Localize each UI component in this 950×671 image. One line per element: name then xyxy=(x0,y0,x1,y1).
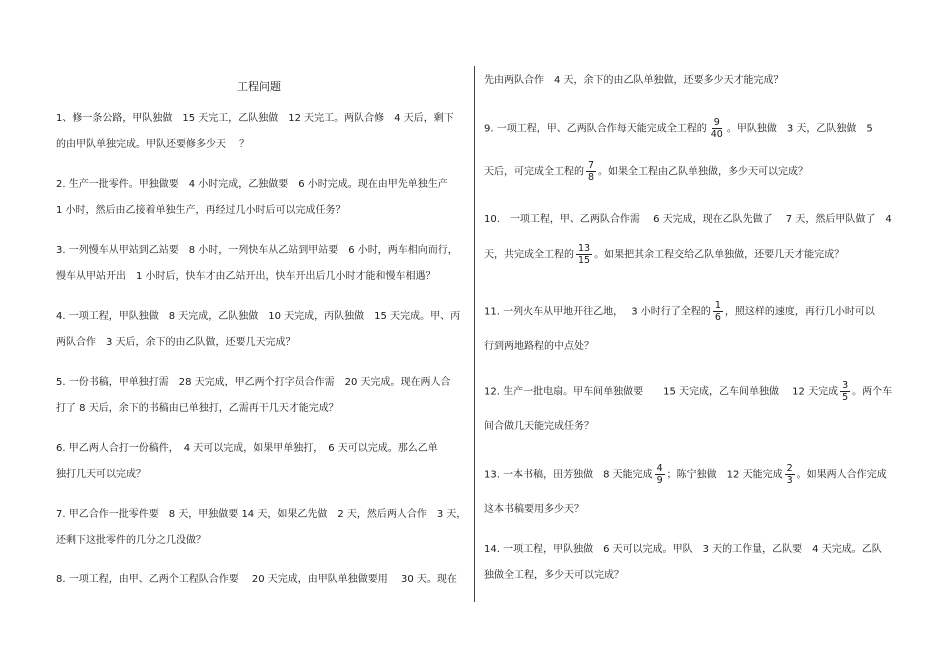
problem-13-text-c: 。如果两人合作完成 xyxy=(796,469,887,481)
problem-12-line-1 xyxy=(484,380,892,403)
problem-9-text-a: 9. 一项工程，甲、乙两队合作每天能完成全工程的 xyxy=(484,123,707,135)
fraction-3-5 xyxy=(840,380,850,403)
fraction-numerator: 4 xyxy=(656,463,663,474)
problem-9-text-d: 。如果全工程由乙队单独做，多少天可以完成？ xyxy=(598,166,809,178)
problem-5-line-1: 5. 一份书稿，甲单独打需 28 天完成，甲乙两个打字员合作需 20 天完成。现在两人合 xyxy=(56,377,451,388)
column-divider xyxy=(474,66,475,602)
problem-12-text-a: 12. 生产一批电扇。甲车间单独做要 15 天完成，乙车间单独做 12 天完成 xyxy=(484,386,839,398)
fraction-denominator: 9 xyxy=(656,475,663,486)
fraction-2-3 xyxy=(785,463,795,486)
problem-2-line-2: 1 小时，然后由乙接着单独生产，再经过几小时后可以完成任务？ xyxy=(56,205,346,216)
fraction-numerator: 1 xyxy=(714,300,721,311)
problem-9-text-c: 天后，可完成全工程的 xyxy=(484,166,584,178)
fraction-denominator: 8 xyxy=(588,172,595,183)
problem-7-line-2: 还剩下这批零件的几分之几没做？ xyxy=(56,535,206,546)
problem-8-line-2: 先由两队合作 4 天，余下的由乙队单独做，还要多少天才能完成？ xyxy=(484,75,784,86)
problem-2-line-1: 2. 生产一批零件。甲独做要 4 小时完成，乙独做要 6 小时完成。现在由甲先单独生产 xyxy=(56,179,448,190)
problem-11-line-2: 行到两地路程的中点处？ xyxy=(484,341,594,352)
problem-13-text-a: 13. 一本书稿，田芳独做 8 天能完成 xyxy=(484,469,653,481)
problem-11-text-a: 11. 一列火车从甲地开往乙地， 3 小时行了全程的 xyxy=(484,306,711,318)
problem-12-text-b: 。两个车 xyxy=(852,386,893,398)
problem-13-line-1 xyxy=(484,463,887,486)
fraction-numerator: 9 xyxy=(713,117,720,128)
page-title: 工程问题 xyxy=(237,80,281,93)
problem-6-line-2: 独打几天可以完成？ xyxy=(56,469,146,480)
problem-9-text-b: 。甲队独做 3 天，乙队独做 5 xyxy=(726,123,873,135)
problem-3-line-1: 3. 一列慢车从甲站到乙站要 8 小时，一列快车从乙站到甲站要 6 小时，两车相向而行， xyxy=(56,245,458,256)
problem-14-line-2: 独做全工程，多少天可以完成？ xyxy=(484,570,624,581)
problem-12-line-2: 间合做几天能完成任务？ xyxy=(484,421,594,432)
problem-14-line-1: 14. 一项工程，甲队独做 6 天可以完成。甲队 3 天的工作量，乙队要 4 天完成。乙队 xyxy=(484,544,882,555)
fraction-denominator: 15 xyxy=(578,255,591,266)
fraction-9-40 xyxy=(709,117,725,140)
problem-9-line-1 xyxy=(484,117,873,140)
fraction-1-6 xyxy=(713,300,723,323)
problem-4-line-1: 4. 一项工程，甲队独做 8 天完成，乙队独做 10 天完成，丙队独做 15 天完成。甲、丙 xyxy=(56,311,461,322)
problem-11-line-1 xyxy=(484,300,875,323)
problem-9-line-2 xyxy=(484,160,808,183)
problem-8-line-1: 8. 一项工程，由甲、乙两个工程队合作要 20 天完成，由甲队单独做要用 30 天。现在 xyxy=(56,574,457,585)
problem-7-line-1: 7. 甲乙合作一批零件要 8 天，甲独做要 14 天，如果乙先做 2 天，然后两人合作 3 天， xyxy=(56,509,467,520)
problem-6-line-1: 6. 甲乙两人合打一份稿件， 4 天可以完成，如果甲单独打， 6 天可以完成。那么乙单 xyxy=(56,443,438,454)
problem-3-line-2: 慢车从甲站开出 1 小时后，快车才由乙站开出，快车开出后几小时才能和慢车相遇？ xyxy=(56,271,436,282)
problem-10-text-c: 。如果把其余工程交给乙队单独做，还要几天才能完成？ xyxy=(594,249,845,261)
fraction-4-9 xyxy=(655,463,665,486)
problem-10-line-2 xyxy=(484,243,844,266)
problem-1-line-1: 1、修一条公路，甲队独做 15 天完工，乙队独做 12 天完工。两队合修 4 天后，剩下 xyxy=(56,113,454,124)
problem-4-line-2: 两队合作 3 天后，余下的由乙队做，还要几天完成？ xyxy=(56,337,296,348)
problem-10-text-b: 天，共完成全工程的 xyxy=(484,249,574,261)
fraction-denominator: 3 xyxy=(786,475,793,486)
fraction-denominator: 5 xyxy=(842,392,849,403)
problem-5-line-2: 打了 8 天后，余下的书稿由已单独打，乙需再干几天才能完成？ xyxy=(56,403,339,414)
problem-1-line-2: 的由甲队单独完成。甲队还要修多少天 ？ xyxy=(56,139,250,150)
problem-10-line-1: 10. 一项工程，甲、乙两队合作需 6 天完成，现在乙队先做了 7 天，然后甲队做了 4 xyxy=(484,214,892,225)
problem-11-text-b: ，照这样的速度，再行几小时可以 xyxy=(724,306,875,318)
fraction-numerator: 13 xyxy=(578,243,591,254)
problem-13-text-b: ；陈宁独做 12 天能完成 xyxy=(666,469,783,481)
fraction-numerator: 3 xyxy=(842,380,849,391)
fraction-numerator: 2 xyxy=(786,463,793,474)
fraction-numerator: 7 xyxy=(588,160,595,171)
fraction-13-15 xyxy=(576,243,592,266)
fraction-denominator: 6 xyxy=(714,312,721,323)
fraction-denominator: 40 xyxy=(710,129,723,140)
fraction-7-8 xyxy=(586,160,596,183)
problem-13-line-2: 这本书稿要用多少天？ xyxy=(484,504,584,515)
